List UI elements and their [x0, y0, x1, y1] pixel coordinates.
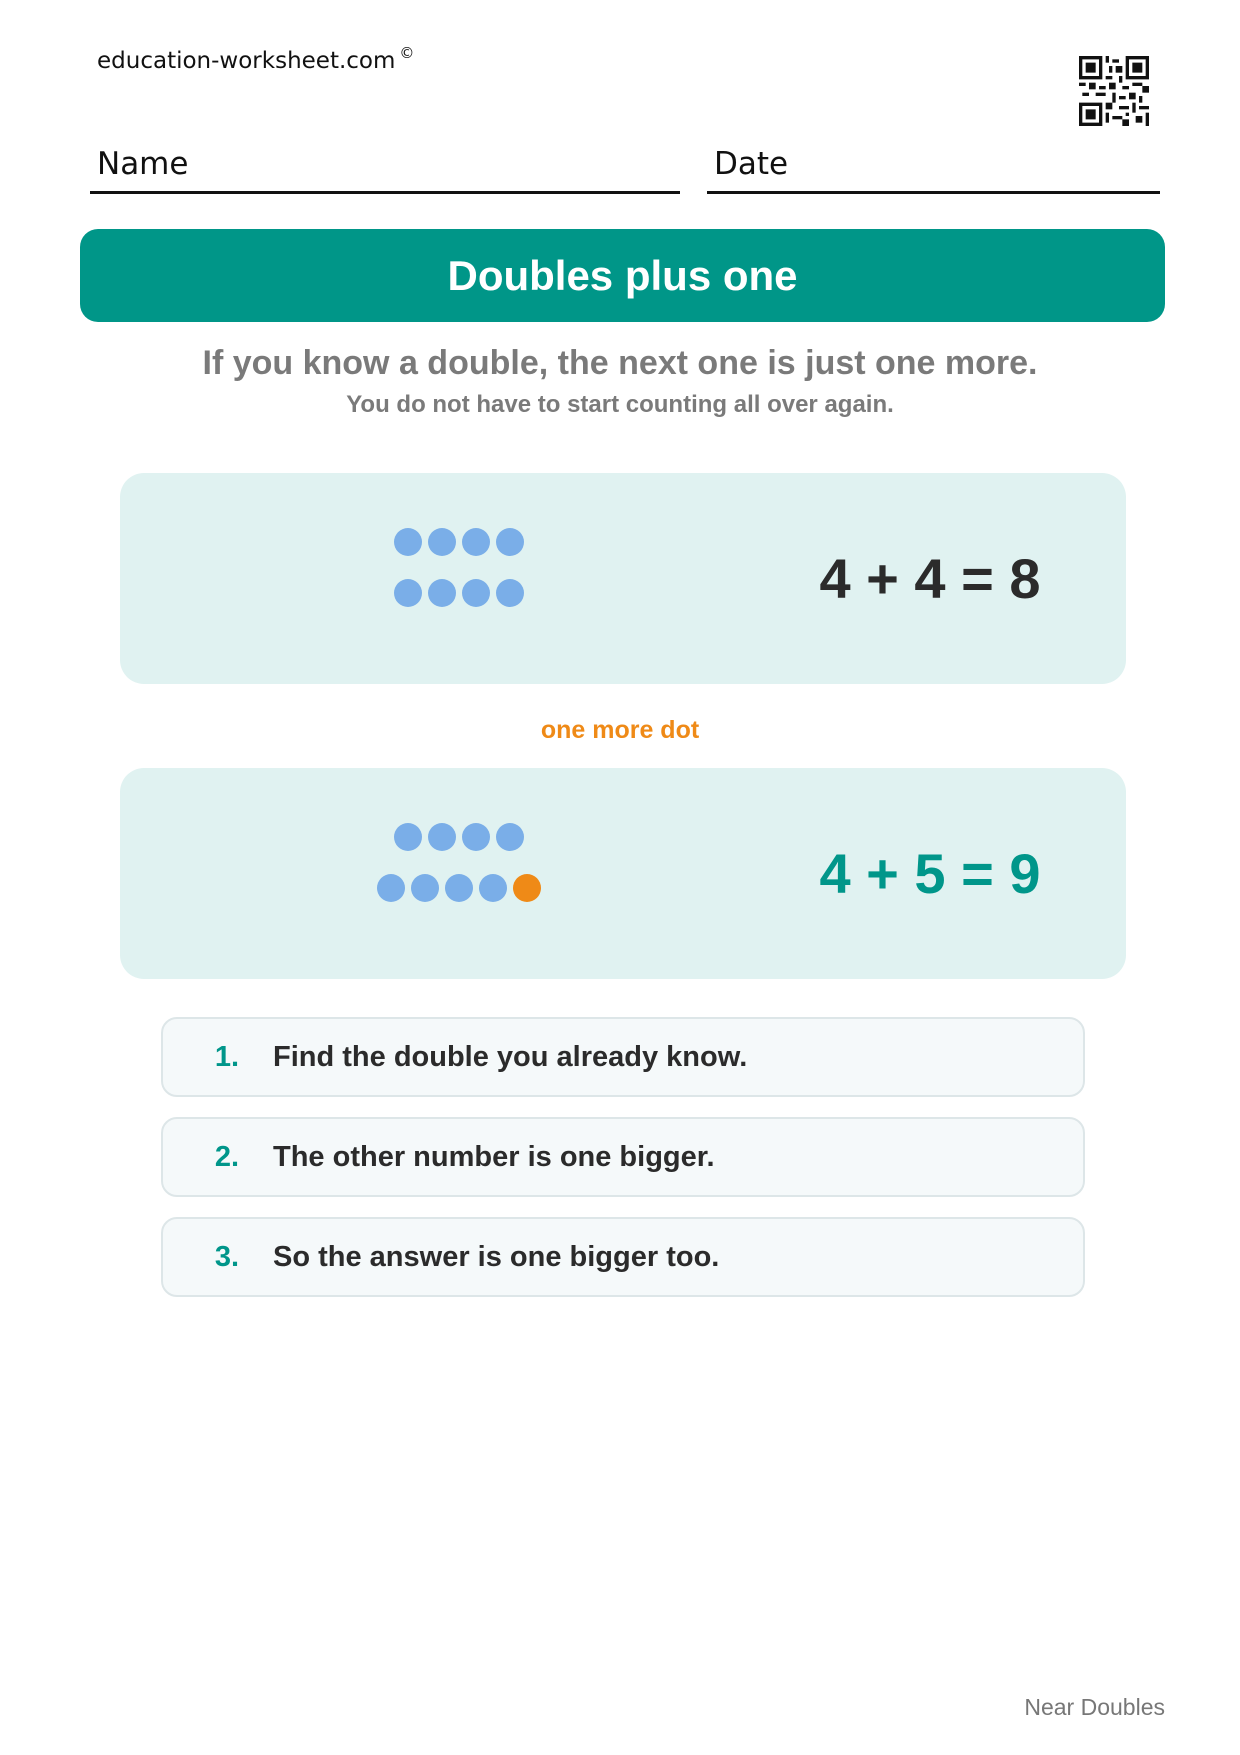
copyright-mark: ©	[399, 44, 415, 62]
step-item-1	[161, 1017, 1085, 1097]
step-number: 3.	[214, 1240, 239, 1273]
qr-code-icon	[1079, 56, 1149, 126]
double-equation: 4 + 4 = 8	[819, 547, 1041, 610]
name-label: Name	[97, 146, 189, 182]
extra-dot	[513, 874, 541, 902]
page-title: Doubles plus one	[447, 251, 798, 299]
step-item-3	[161, 1217, 1085, 1297]
date-field[interactable]	[707, 140, 1160, 194]
step-text: So the answer is one bigger too.	[273, 1240, 720, 1273]
counting-dot	[496, 823, 524, 851]
counting-dot	[428, 823, 456, 851]
footer-topic: Near Doubles	[1024, 1694, 1165, 1720]
one-more-dot-note: one more dot	[540, 716, 700, 744]
step-text: Find the double you already know.	[273, 1040, 748, 1073]
counting-dot	[394, 823, 422, 851]
counting-dot	[445, 874, 473, 902]
intro-line-1: If you know a double, the next one is just one more.	[202, 344, 1038, 382]
counting-dot	[496, 528, 524, 556]
counting-dot	[479, 874, 507, 902]
counting-dot	[394, 579, 422, 607]
site-credit	[97, 44, 415, 74]
counting-dot	[462, 579, 490, 607]
counting-dot	[496, 579, 524, 607]
title-banner	[80, 229, 1165, 322]
step-number: 2.	[214, 1140, 239, 1173]
double-example-panel	[120, 473, 1126, 684]
counting-dot	[411, 874, 439, 902]
step-text: The other number is one bigger.	[273, 1140, 715, 1173]
intro-line-2: You do not have to start counting all over again.	[346, 391, 894, 418]
counting-dot	[428, 528, 456, 556]
counting-dot	[462, 823, 490, 851]
counting-dot	[428, 579, 456, 607]
step-number: 1.	[214, 1040, 239, 1073]
step-item-2	[161, 1117, 1085, 1197]
near-double-equation: 4 + 5 = 9	[819, 842, 1041, 905]
counting-dot	[377, 874, 405, 902]
counting-dot	[462, 528, 490, 556]
counting-dot	[394, 528, 422, 556]
name-field[interactable]	[90, 140, 680, 194]
date-label: Date	[714, 146, 789, 182]
site-name: education-worksheet.com	[97, 48, 396, 74]
near-double-example-panel	[120, 768, 1126, 979]
